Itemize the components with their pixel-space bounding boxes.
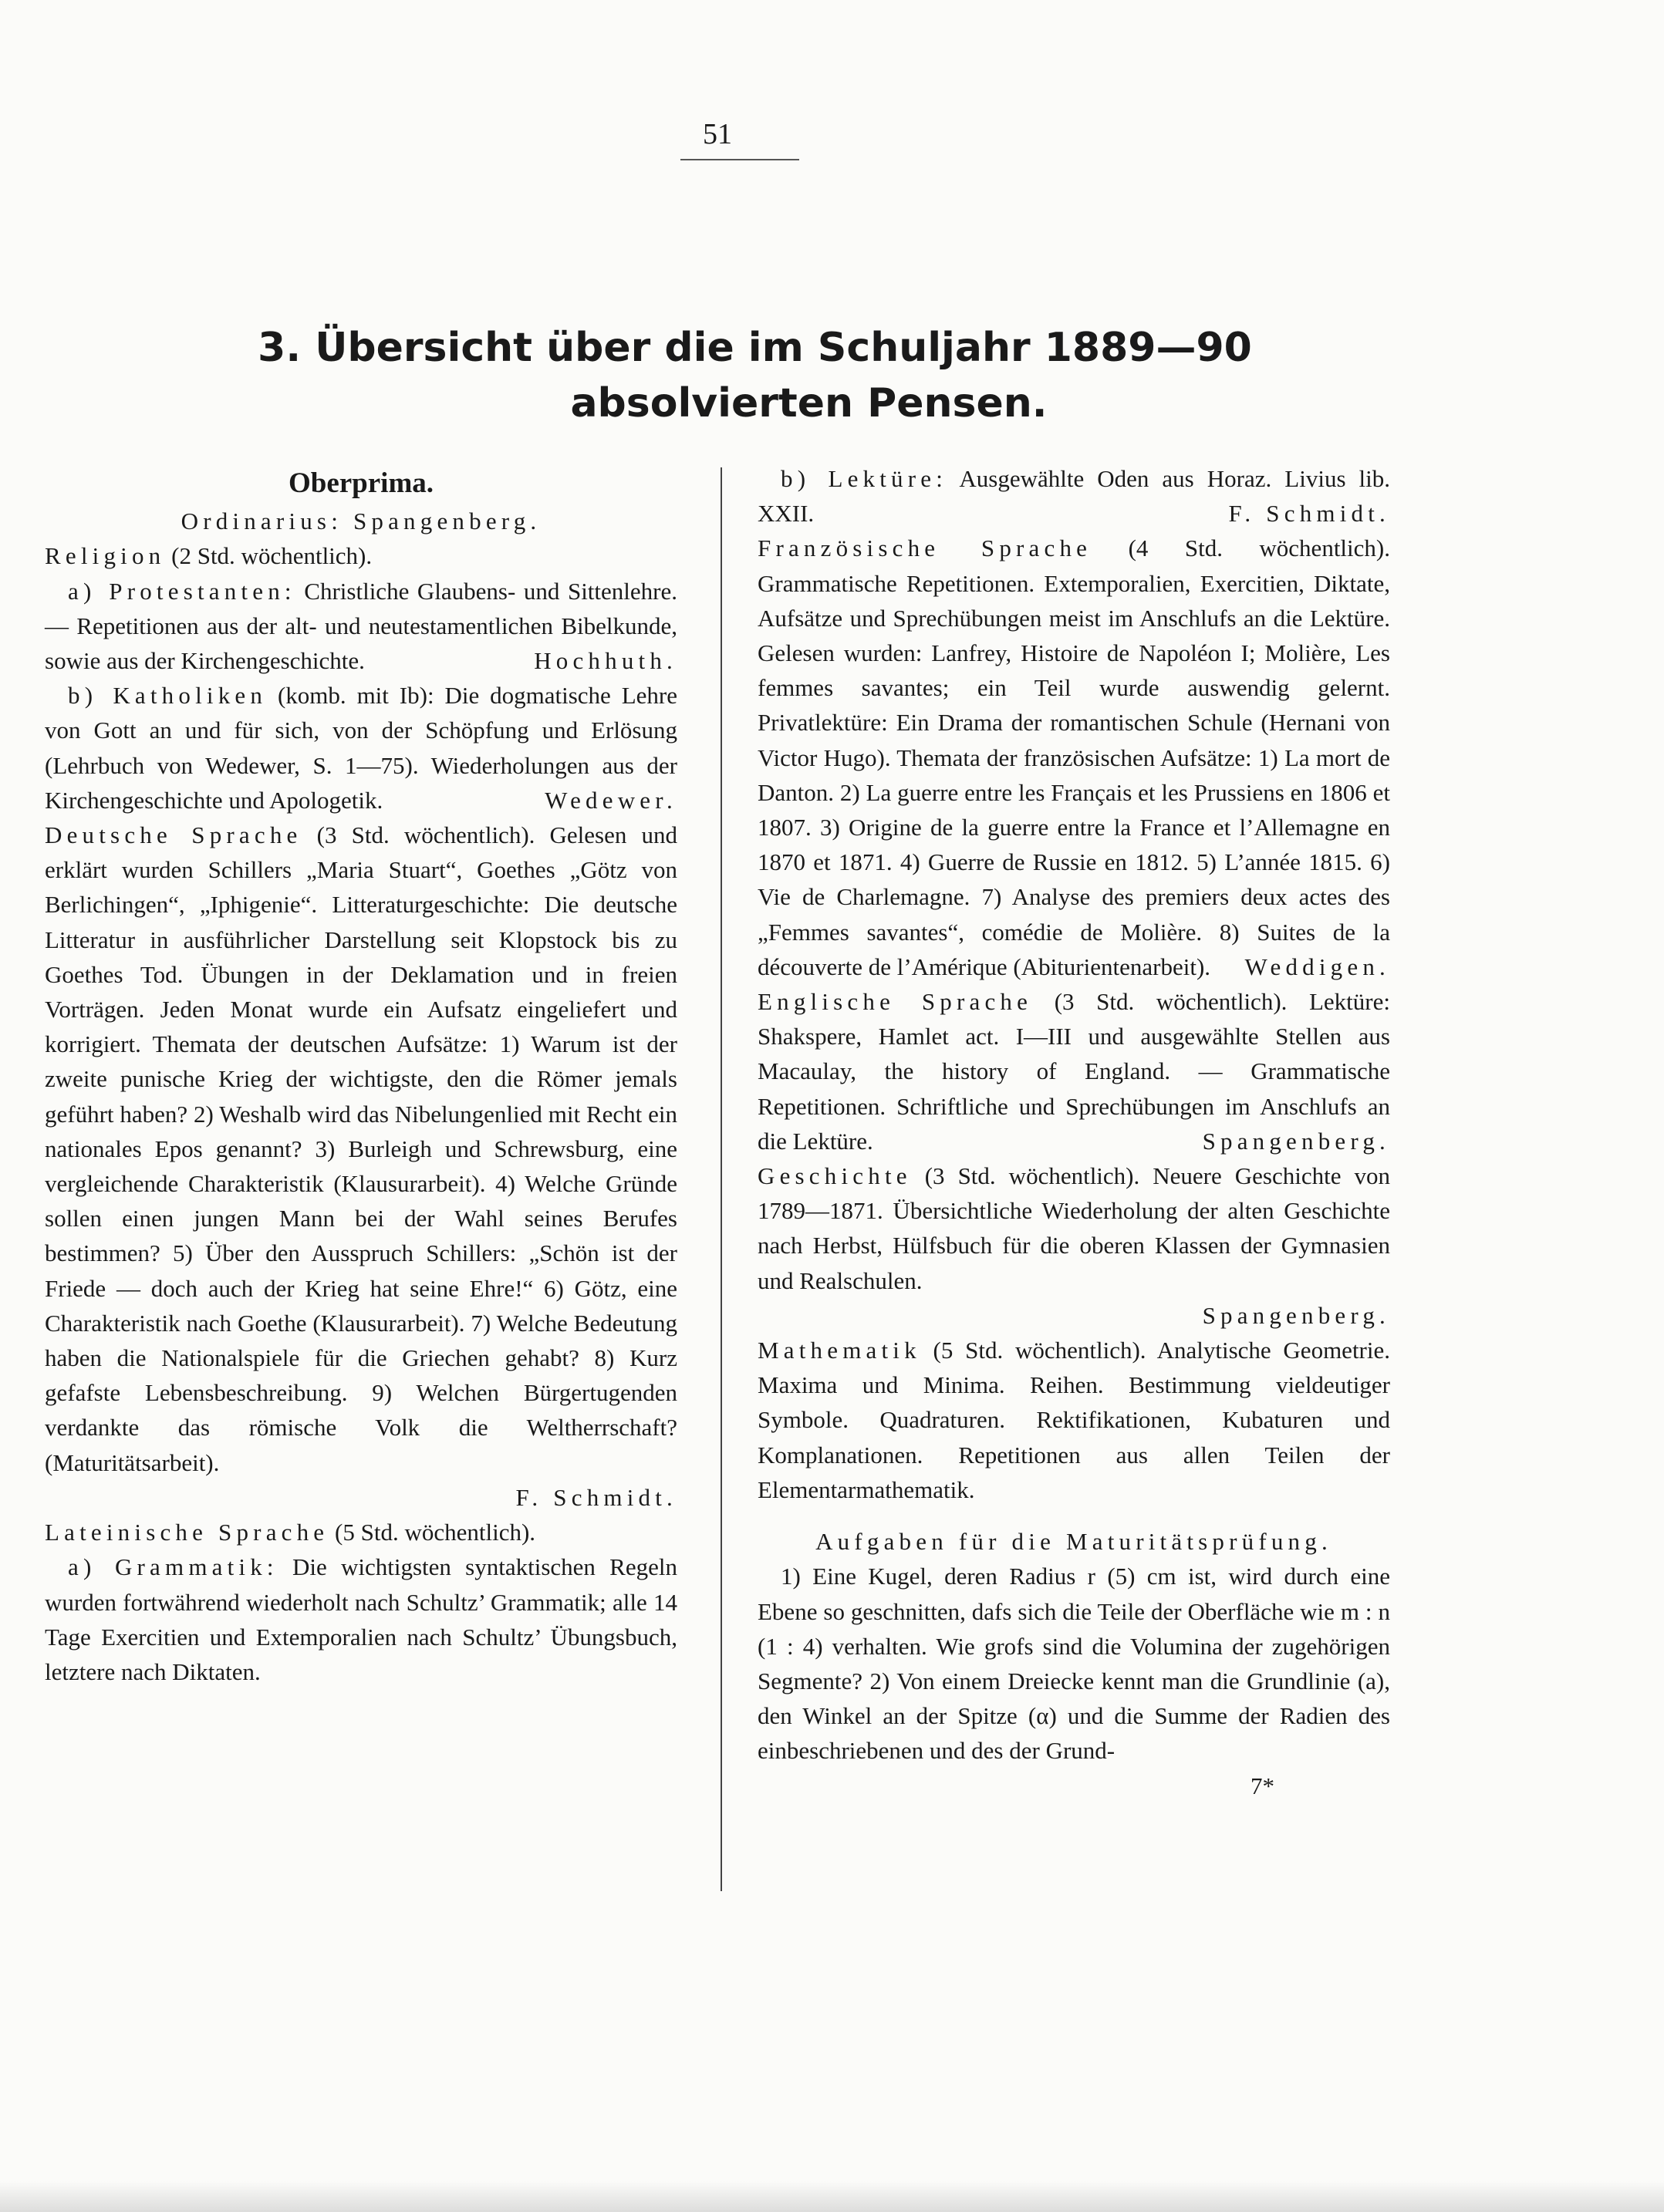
grammar-text: Die wichtigsten syntaktischen Regeln wurden fortwährend wiederholt nach Schultz’ Grammatik; alle 14 Tage Exercitien und Extemporalien nach Schultz’ Übungsbuch, letztere nach Diktaten. <box>45 1553 677 1685</box>
column-divider <box>721 467 722 1891</box>
page-title-line1: 3. Übersicht über die im Schuljahr 1889—90 <box>258 325 1252 371</box>
religion-catholic-paragraph <box>45 678 677 818</box>
teacher-signature: Spangenberg. <box>1202 1127 1390 1155</box>
franz-text: (4 Std. wöchentlich). Grammatische Repetitionen. Extemporalien, Exercitien, Diktate, Aufsätze und Sprechübungen meist im Anschlufs an die Lektüre. Gelesen wurden: Lanfrey, Histoire de Napoléon I; Molière, Les femmes savantes; ein Teil wurde auswendig gelernt. Privatlektüre: Ein Drama der romantischen Schule (Hernani von Victor Hugo). Themata der französischen Aufsätze: 1) La mort de Danton. 2) La guerre entre les Français et les Prussiens en 1806 et 1807. 3) Origine de la guerre entre la France et l’Allemagne en 1870 et 1871. 4) Guerre de Russie en 1812. 5) L’année 1815. 6) Vie de Charlemagne. 7) Analyse des premiers deux actes des „Femmes savantes“, comédie de Molière. 8) Suites de la découverte de l’Amérique (Abiturientenarbeit). <box>758 534 1390 980</box>
ordinarius-line: Ordinarius: Spangenberg. <box>181 507 542 535</box>
catholic-label: b) Katholiken <box>68 682 268 710</box>
page-title-line2: absolvierten Pensen. <box>570 380 1048 427</box>
religion-heading <box>45 538 677 573</box>
catholic-text: (komb. mit Ib): Die dogmatische Lehre von Gott an und für sich, von der Schöpfung und Erlösung (Lehrbuch von Wedewer, S. 1—75). Wiederholungen aus der Kirchengeschichte und Apologetik. <box>45 682 677 814</box>
protestant-label: a) Protestanten: <box>68 577 296 605</box>
latein-lektuere-paragraph <box>758 461 1390 531</box>
gesch-signature-line <box>758 1298 1390 1333</box>
franz-paragraph <box>758 531 1390 984</box>
teacher-signature: Wedewer. <box>545 786 677 814</box>
latein-grammar-paragraph <box>45 1549 677 1689</box>
section-heading-oberprima: Oberprima. <box>288 467 434 499</box>
math-text: (5 Std. wöchentlich). Analytische Geometrie. Maxima und Minima. Reihen. Bestimmung vieldeutiger Symbole. Quadraturen. Rektifikationen, Kubaturen und Komplanationen. Repetitionen aus allen Teilen der Elementarmathematik. <box>758 1337 1390 1503</box>
engl-text: (3 Std. wöchentlich). Lektüre: Shakspere, Hamlet act. I—III und ausgewählte Stellen aus Macaulay, the history of England. — Grammatische Repetitionen. Schriftliche und Sprechübungen im Anschlufs an die Lektüre. <box>758 988 1390 1155</box>
latein-hours: (5 Std. wöchentlich). <box>329 1519 536 1546</box>
left-column <box>45 466 677 1689</box>
page-number-rule <box>680 159 799 160</box>
religion-hours: (2 Std. wöchentlich). <box>165 542 373 570</box>
math-label: Mathematik <box>758 1337 921 1364</box>
gesch-paragraph <box>758 1158 1390 1298</box>
engl-label: Englische Sprache <box>758 988 1033 1016</box>
math-paragraph <box>758 1333 1390 1507</box>
page-bottom-shadow <box>0 2181 1664 2212</box>
deutsch-signature-line <box>45 1480 677 1515</box>
religion-protestant-paragraph <box>45 574 677 679</box>
sheet-mark: 7* <box>1251 1772 1274 1799</box>
teacher-signature: F. Schmidt. <box>1228 500 1390 528</box>
deutsch-text: (3 Std. wöchentlich). Gelesen und erklärt wurden Schillers „Maria Stuart“, Goethes „Götz von Berlichingen“, „Iphigenie“. Litteraturgeschichte: Die deutsche Litteratur in ausführlicher Darstellung seit Klopstock bis zu Goethes Tod. Übungen in der Deklamation und in freien Vorträgen. Jeden Monat wurde ein Aufsatz eingeliefert und korrigiert. Themata der deutschen Aufsätze: 1) Warum ist der zweite punische Krieg der wichtigste, den die Römer jemals geführt haben? 2) Weshalb wird das Nibelungenlied mit Recht ein nationales Epos genannt? 3) Burleigh und Schrewsburg, eine vergleichende Charakteristik (Klausurarbeit). 4) Welche Gründe sollen einen jungen Mann bei der Wahl seines Berufes bestimmen? 5) Über den Ausspruch Schillers: „Schön ist der Friede — doch auch der Krieg hat seine Ehre!“ 6) Götz, eine Charakteristik nach Goethe (Klausurarbeit). 7) Welche Bedeutung haben die Nationalspiele für die Griechen gehabt? 8) Kurz gefafste Lebensbeschreibung. 9) Welchen Bürgertugenden verdankte das römische Volk die Weltherrschaft? (Maturitätsarbeit). <box>45 821 677 1476</box>
lektuere-text: Ausgewählte Oden aus Horaz. Livius lib. XXII. <box>758 465 1391 528</box>
lektuere-label: b) Lektüre: <box>781 465 948 492</box>
teacher-signature: F. Schmidt. <box>515 1483 677 1511</box>
engl-paragraph <box>758 984 1390 1158</box>
teacher-signature: Hochhuth. <box>534 647 677 675</box>
latein-heading <box>45 1515 677 1549</box>
gesch-text: (3 Std. wöchentlich). Neuere Geschichte von 1789—1871. Übersichtliche Wiederholung der alten Geschichte nach Herbst, Hülfsbuch für die oberen Klassen der Gymnasien und Realschulen. <box>758 1162 1390 1294</box>
aufgaben-heading: Aufgaben für die Maturitätsprüfung. <box>815 1528 1332 1556</box>
religion-label: Religion <box>45 542 166 570</box>
deutsch-paragraph <box>45 818 677 1480</box>
gesch-label: Geschichte <box>758 1162 912 1190</box>
latein-label: Lateinische Sprache <box>45 1519 329 1546</box>
deutsch-label: Deutsche Sprache <box>45 821 302 849</box>
teacher-signature: Spangenberg. <box>1202 1301 1390 1329</box>
franz-label: Französische Sprache <box>758 534 1092 562</box>
page-number: 51 <box>703 118 732 150</box>
protestant-text: Christliche Glaubens- und Sittenlehre. — Repetitionen aus der alt- und neutestamentlichen Bibelkunde, sowie aus der Kirchengeschichte. <box>45 577 678 675</box>
right-column <box>758 461 1390 1803</box>
teacher-signature: Weddigen. <box>1244 953 1390 980</box>
aufgaben-text: 1) Eine Kugel, deren Radius r (5) cm ist, wird durch eine Ebene so geschnitten, dafs sich die Teile der Oberfläche wie m : n (1 : 4) verhalten. Wie grofs sind die Volumina der zugehörigen Segmente? 2) Von einem Dreiecke kennt man die Grundlinie (a), den Winkel an der Spitze (α) und die Summe der Radien des einbeschriebenen und des der Grund- <box>758 1563 1390 1765</box>
grammar-label: a) Grammatik: <box>68 1553 278 1581</box>
